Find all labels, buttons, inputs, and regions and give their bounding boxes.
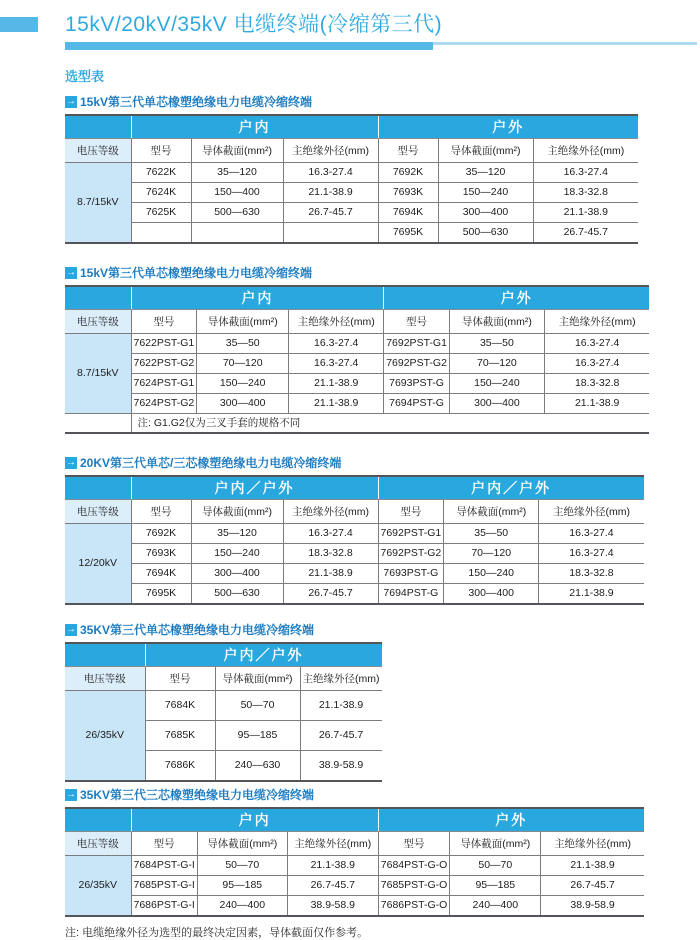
col-header-model: 型号 bbox=[131, 310, 197, 334]
cell: 7694K bbox=[378, 203, 438, 223]
cell: 35—120 bbox=[191, 163, 283, 183]
section-35kv-three bbox=[65, 786, 700, 917]
table-row bbox=[65, 856, 644, 876]
col-header-model: 型号 bbox=[131, 500, 191, 524]
selection-table-label: 选型表 bbox=[65, 69, 105, 84]
col-header-voltage: 电压等级 bbox=[65, 500, 131, 524]
cell: 50—70 bbox=[215, 691, 300, 721]
cell: 35—120 bbox=[191, 524, 283, 544]
arrow-right-icon: → bbox=[66, 623, 76, 635]
cell: 7624PST-G2 bbox=[131, 394, 197, 414]
cell: 16.3-27.4 bbox=[539, 524, 644, 544]
group-header-indoor: 户内 bbox=[131, 808, 378, 832]
section-title: 20KV第三代单芯/三芯橡塑绝缘电力电缆冷缩终端 bbox=[80, 456, 342, 470]
cell: 16.3-27.4 bbox=[544, 334, 649, 354]
cell: 26.7-45.7 bbox=[300, 721, 382, 751]
corner-header-cell bbox=[65, 476, 131, 500]
cell: 26.7-45.7 bbox=[283, 584, 378, 605]
cell: 7685PST-G-I bbox=[131, 876, 197, 896]
cell: 500—630 bbox=[438, 223, 533, 244]
cell: 7625K bbox=[131, 203, 191, 223]
cell: 21.1-38.9 bbox=[283, 564, 378, 584]
corner-header-cell bbox=[65, 808, 131, 832]
section-35kv-single bbox=[65, 621, 700, 782]
cell: 7692PST-G2 bbox=[378, 544, 444, 564]
cell: 500—630 bbox=[191, 584, 283, 605]
page-footnote: 注: 电缆绝缘外径为选型的最终决定因素，导体截面仅作参考。 bbox=[65, 927, 369, 939]
cell: 35—50 bbox=[449, 334, 544, 354]
col-header-insulation: 主绝缘外径(mm) bbox=[533, 139, 638, 163]
group-header-outdoor: 户外 bbox=[378, 115, 638, 139]
cell: 70—120 bbox=[197, 354, 289, 374]
cell bbox=[65, 414, 131, 434]
table-note: 注: G1.G2仅为三叉手套的规格不同 bbox=[131, 414, 649, 434]
cell: 35—120 bbox=[438, 163, 533, 183]
cell: 7685PST-G-O bbox=[378, 876, 450, 896]
cell: 26.7-45.7 bbox=[287, 876, 378, 896]
col-header-voltage: 电压等级 bbox=[65, 667, 145, 691]
cell bbox=[191, 223, 283, 244]
cell: 70—120 bbox=[444, 544, 539, 564]
section-title: 35KV第三代三芯橡塑绝缘电力电缆冷缩终端 bbox=[80, 788, 315, 802]
table-row bbox=[65, 203, 638, 223]
corner-header-cell bbox=[65, 115, 131, 139]
col-header-conductor: 导体截面(mm²) bbox=[444, 500, 539, 524]
cell: 7684K bbox=[145, 691, 215, 721]
voltage-cell: 26/35kV bbox=[65, 856, 131, 917]
corner-accent-bar bbox=[0, 17, 38, 32]
cell: 7622K bbox=[131, 163, 191, 183]
col-header-insulation: 主绝缘外径(mm) bbox=[541, 832, 644, 856]
cell: 150—400 bbox=[191, 183, 283, 203]
cell: 7693PST-G bbox=[378, 564, 444, 584]
table-row bbox=[65, 183, 638, 203]
cell: 21.1-38.9 bbox=[287, 856, 378, 876]
section-title: 15kV第三代单芯橡塑绝缘电力电缆冷缩终端 bbox=[80, 95, 313, 109]
group-header-indoor: 户内 bbox=[131, 286, 384, 310]
group-header-outdoor: 户外 bbox=[384, 286, 650, 310]
arrow-right-icon: → bbox=[66, 266, 76, 278]
col-header-model: 型号 bbox=[378, 139, 438, 163]
cell: 16.3-27.4 bbox=[283, 163, 378, 183]
col-header-conductor: 导体截面(mm²) bbox=[215, 667, 300, 691]
cell: 35—50 bbox=[197, 334, 289, 354]
arrow-right-icon: → bbox=[66, 456, 76, 468]
cell: 70—120 bbox=[449, 354, 544, 374]
cell: 21.1-38.9 bbox=[539, 584, 644, 605]
cell: 18.3-32.8 bbox=[533, 183, 638, 203]
spec-table-15kv-pst bbox=[65, 285, 649, 434]
cell: 95—185 bbox=[450, 876, 541, 896]
title-underline bbox=[65, 42, 697, 50]
cell: 26.7-45.7 bbox=[283, 203, 378, 223]
cell: 50—70 bbox=[450, 856, 541, 876]
table-row bbox=[65, 354, 649, 374]
col-header-model: 型号 bbox=[378, 500, 444, 524]
cell: 16.3-27.4 bbox=[283, 524, 378, 544]
cell: 150—240 bbox=[191, 544, 283, 564]
cell: 300—400 bbox=[444, 584, 539, 605]
section-heading bbox=[65, 93, 700, 110]
voltage-cell: 12/20kV bbox=[65, 524, 131, 605]
title-underline-thick bbox=[65, 42, 433, 50]
table-row bbox=[65, 163, 638, 183]
group-header-indoor-outdoor: 户内／户外 bbox=[131, 476, 378, 500]
cell: 21.1-38.9 bbox=[544, 394, 649, 414]
cell: 7693K bbox=[131, 544, 191, 564]
cell: 300—400 bbox=[438, 203, 533, 223]
section-heading bbox=[65, 454, 700, 471]
cell: 38.9-58.9 bbox=[300, 751, 382, 782]
cell: 18.3-32.8 bbox=[544, 374, 649, 394]
table-row bbox=[65, 374, 649, 394]
spec-table-15kv-k bbox=[65, 114, 638, 244]
col-header-model: 型号 bbox=[131, 139, 191, 163]
cell: 7692PST-G2 bbox=[384, 354, 450, 374]
cell: 7624PST-G1 bbox=[131, 374, 197, 394]
cell: 21.1-38.9 bbox=[289, 374, 384, 394]
cell: 7694PST-G bbox=[378, 584, 444, 605]
voltage-cell: 8.7/15kV bbox=[65, 163, 131, 244]
cell: 300—400 bbox=[449, 394, 544, 414]
cell: 150—240 bbox=[438, 183, 533, 203]
cell: 150—240 bbox=[449, 374, 544, 394]
table-row bbox=[65, 334, 649, 354]
cell: 150—240 bbox=[197, 374, 289, 394]
cell: 7695K bbox=[131, 584, 191, 605]
col-header-conductor: 导体截面(mm²) bbox=[197, 832, 287, 856]
col-header-conductor: 导体截面(mm²) bbox=[450, 832, 541, 856]
cell: 21.1-38.9 bbox=[541, 856, 644, 876]
col-header-conductor: 导体截面(mm²) bbox=[197, 310, 289, 334]
cell: 7686K bbox=[145, 751, 215, 782]
cell: 7695K bbox=[378, 223, 438, 244]
cell: 16.3-27.4 bbox=[539, 544, 644, 564]
group-header-indoor-outdoor: 户内／户外 bbox=[145, 643, 382, 667]
group-header-indoor-outdoor: 户内／户外 bbox=[378, 476, 644, 500]
col-header-model: 型号 bbox=[384, 310, 450, 334]
col-header-insulation: 主绝缘外径(mm) bbox=[539, 500, 644, 524]
cell: 7693K bbox=[378, 183, 438, 203]
col-header-insulation: 主绝缘外径(mm) bbox=[300, 667, 382, 691]
col-header-voltage: 电压等级 bbox=[65, 139, 131, 163]
cell: 16.3-27.4 bbox=[544, 354, 649, 374]
cell: 7686PST-G-O bbox=[378, 896, 450, 917]
corner-header-cell bbox=[65, 643, 145, 667]
table-row bbox=[65, 691, 382, 721]
spec-table-35kv-three bbox=[65, 807, 644, 917]
cell: 7694K bbox=[131, 564, 191, 584]
cell: 240—630 bbox=[215, 751, 300, 782]
cell: 300—400 bbox=[191, 564, 283, 584]
cell: 21.1-38.9 bbox=[300, 691, 382, 721]
table-row bbox=[65, 524, 644, 544]
cell: 21.1-38.9 bbox=[283, 183, 378, 203]
col-header-model: 型号 bbox=[378, 832, 450, 856]
page-title: 15kV/20kV/35kV 电缆终端(冷缩第三代) bbox=[65, 13, 443, 36]
cell: 300—400 bbox=[197, 394, 289, 414]
cell: 38.9-58.9 bbox=[287, 896, 378, 917]
cell: 95—185 bbox=[215, 721, 300, 751]
col-header-conductor: 导体截面(mm²) bbox=[449, 310, 544, 334]
col-header-insulation: 主绝缘外径(mm) bbox=[544, 310, 649, 334]
col-header-model: 型号 bbox=[145, 667, 215, 691]
group-header-indoor: 户内 bbox=[131, 115, 378, 139]
spec-table-20kv bbox=[65, 475, 644, 605]
table-row bbox=[65, 876, 644, 896]
cell: 240—400 bbox=[450, 896, 541, 917]
arrow-right-icon: → bbox=[66, 788, 76, 800]
table-row bbox=[65, 394, 649, 414]
cell bbox=[283, 223, 378, 244]
cell: 16.3-27.4 bbox=[289, 334, 384, 354]
col-header-voltage: 电压等级 bbox=[65, 832, 131, 856]
cell bbox=[131, 223, 191, 244]
spec-table-35kv-single bbox=[65, 642, 382, 782]
section-title: 35KV第三代单芯橡塑绝缘电力电缆冷缩终端 bbox=[80, 623, 315, 637]
table-note-row bbox=[65, 414, 649, 434]
cell: 95—185 bbox=[197, 876, 287, 896]
table-row bbox=[65, 544, 644, 564]
section-title: 15kV第三代单芯橡塑绝缘电力电缆冷缩终端 bbox=[80, 266, 313, 280]
title-underline-thin bbox=[433, 42, 697, 45]
cell: 16.3-27.4 bbox=[533, 163, 638, 183]
section-15kv-pst bbox=[65, 264, 700, 434]
section-heading bbox=[65, 786, 700, 803]
voltage-cell: 8.7/15kV bbox=[65, 334, 131, 414]
cell: 7622PST-G1 bbox=[131, 334, 197, 354]
col-header-insulation: 主绝缘外径(mm) bbox=[289, 310, 384, 334]
voltage-cell: 26/35kV bbox=[65, 691, 145, 782]
col-header-insulation: 主绝缘外径(mm) bbox=[287, 832, 378, 856]
arrow-right-icon: → bbox=[66, 95, 76, 107]
col-header-conductor: 导体截面(mm²) bbox=[438, 139, 533, 163]
cell: 7693PST-G bbox=[384, 374, 450, 394]
cell: 240—400 bbox=[197, 896, 287, 917]
col-header-insulation: 主绝缘外径(mm) bbox=[283, 500, 378, 524]
cell: 7622PST-G2 bbox=[131, 354, 197, 374]
cell: 26.7-45.7 bbox=[533, 223, 638, 244]
cell: 7624K bbox=[131, 183, 191, 203]
col-header-insulation: 主绝缘外径(mm) bbox=[283, 139, 378, 163]
cell: 7692K bbox=[131, 524, 191, 544]
cell: 7684PST-G-O bbox=[378, 856, 450, 876]
cell: 500—630 bbox=[191, 203, 283, 223]
cell: 150—240 bbox=[444, 564, 539, 584]
section-heading bbox=[65, 264, 700, 281]
cell: 7684PST-G-I bbox=[131, 856, 197, 876]
cell: 16.3-27.4 bbox=[289, 354, 384, 374]
col-header-conductor: 导体截面(mm²) bbox=[191, 139, 283, 163]
table-row bbox=[65, 564, 644, 584]
cell: 7692K bbox=[378, 163, 438, 183]
group-header-outdoor: 户外 bbox=[378, 808, 644, 832]
cell: 38.9-58.9 bbox=[541, 896, 644, 917]
cell: 7692PST-G1 bbox=[384, 334, 450, 354]
table-row bbox=[65, 896, 644, 917]
section-heading bbox=[65, 621, 700, 638]
section-20kv bbox=[65, 454, 700, 605]
cell: 7685K bbox=[145, 721, 215, 751]
cell: 7694PST-G bbox=[384, 394, 450, 414]
section-15kv-k bbox=[65, 93, 700, 244]
cell: 21.1-38.9 bbox=[533, 203, 638, 223]
cell: 7686PST-G-I bbox=[131, 896, 197, 917]
cell: 18.3-32.8 bbox=[283, 544, 378, 564]
col-header-model: 型号 bbox=[131, 832, 197, 856]
cell: 50—70 bbox=[197, 856, 287, 876]
cell: 21.1-38.9 bbox=[289, 394, 384, 414]
cell: 7692PST-G1 bbox=[378, 524, 444, 544]
table-row bbox=[65, 223, 638, 244]
col-header-voltage: 电压等级 bbox=[65, 310, 131, 334]
corner-header-cell bbox=[65, 286, 131, 310]
cell: 35—50 bbox=[444, 524, 539, 544]
cell: 26.7-45.7 bbox=[541, 876, 644, 896]
cell: 18.3-32.8 bbox=[539, 564, 644, 584]
table-row bbox=[65, 584, 644, 605]
col-header-conductor: 导体截面(mm²) bbox=[191, 500, 283, 524]
